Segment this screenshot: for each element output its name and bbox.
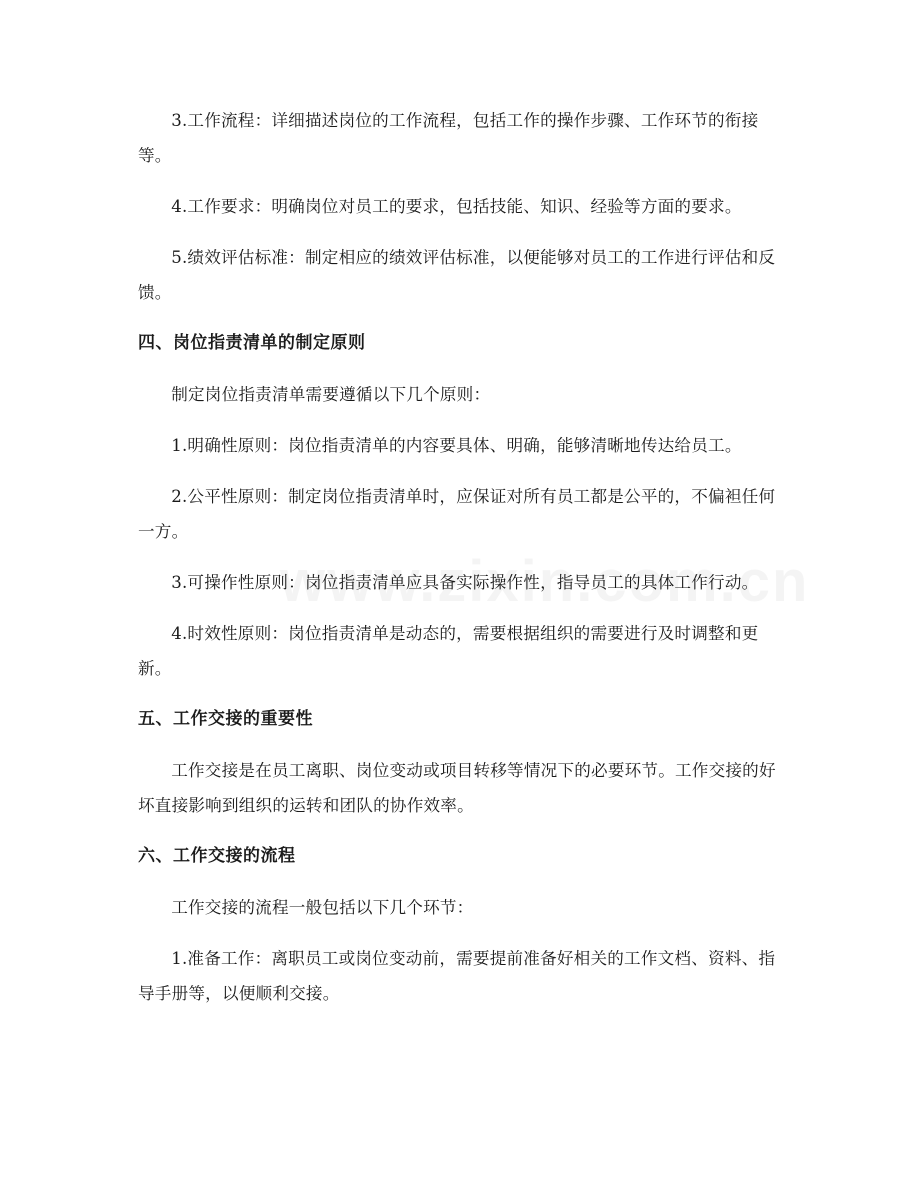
list-item-work-process: 3.工作流程：详细描述岗位的工作流程，包括工作的操作步骤、工作环节的衔接等。 [138,111,759,165]
list-item-timeliness-principle: 4.时效性原则：岗位指责清单是动态的，需要根据组织的需要进行及时调整和更新。 [138,624,759,678]
paragraph-handover-intro: 工作交接的流程一般包括以下几个环节： [171,898,474,917]
section-heading-principles: 四、岗位指责清单的制定原则 [138,333,366,353]
list-item-operability-principle: 3.可操作性原则：岗位指责清单应具备实际操作性，指导员工的具体工作行动。 [171,573,759,592]
list-item-clarity-principle: 1.明确性原则：岗位指责清单的内容要具体、明确，能够清晰地传达给员工。 [171,436,742,455]
paragraph-handover-importance: 工作交接是在员工离职、岗位变动或项目转移等情况下的必要环节。工作交接的好坏直接影响到组织的运转和团队的协作效率。 [138,761,776,815]
section-heading-handover-importance: 五、工作交接的重要性 [138,709,313,729]
list-item-work-requirements: 4.工作要求：明确岗位对员工的要求，包括技能、知识、经验等方面的要求。 [171,197,742,216]
list-item-preparation: 1.准备工作：离职员工或岗位变动前，需要提前准备好相关的工作文档、资料、指导手册等，以便顺利交接。 [138,949,776,1003]
list-item-fairness-principle: 2.公平性原则：制定岗位指责清单时，应保证对所有员工都是公平的，不偏袒任何一方。 [138,487,776,541]
list-item-performance-standard: 5.绩效评估标准：制定相应的绩效评估标准，以便能够对员工的工作进行评估和反馈。 [138,248,776,302]
section-heading-handover-process: 六、工作交接的流程 [138,846,296,866]
paragraph-principles-intro: 制定岗位指责清单需要遵循以下几个原则： [171,385,491,404]
document-body [138,103,784,1027]
